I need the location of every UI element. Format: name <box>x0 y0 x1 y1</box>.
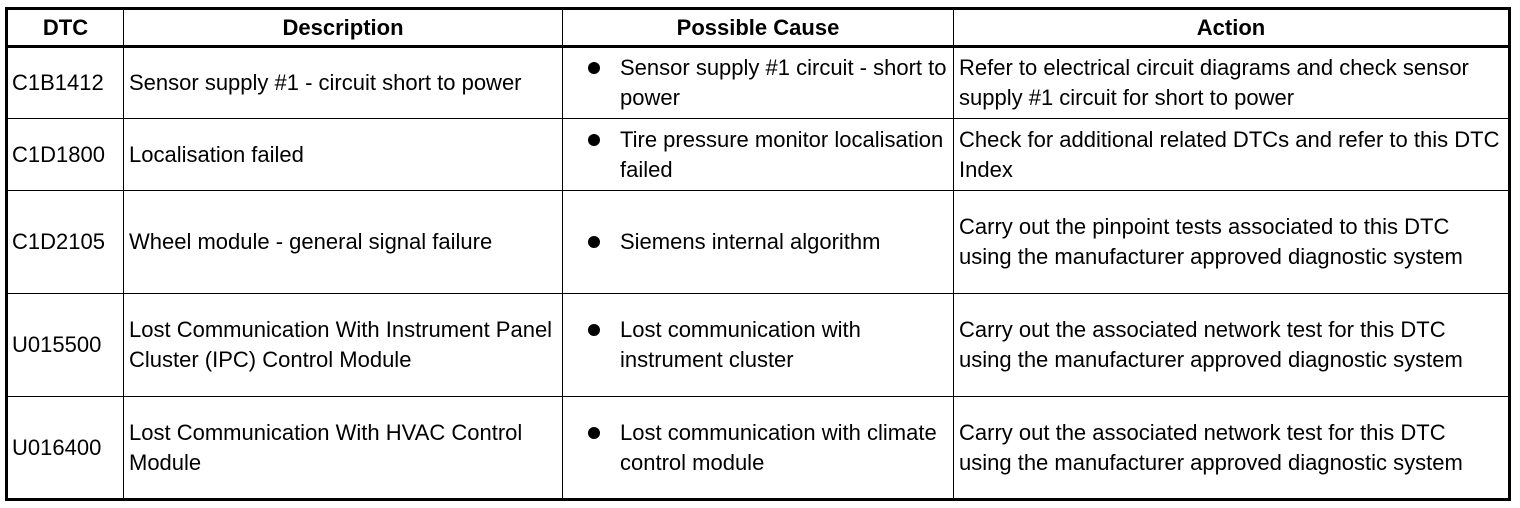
header-dtc: DTC <box>7 9 124 47</box>
description-cell: Sensor supply #1 - circuit short to power <box>124 47 563 119</box>
header-description: Description <box>124 9 563 47</box>
description-cell: Lost Communication With HVAC Control Module <box>124 397 563 500</box>
dtc-code-cell: C1D2105 <box>7 191 124 294</box>
action-cell: Check for additional related DTCs and refer to this DTC Index <box>954 119 1510 191</box>
description-cell: Lost Communication With Instrument Panel Cluster (IPC) Control Module <box>124 294 563 397</box>
description-cell: Localisation failed <box>124 119 563 191</box>
table-row <box>7 119 1510 191</box>
possible-cause-text: Sensor supply #1 circuit - short to power <box>620 55 947 110</box>
dtc-table <box>5 7 1511 501</box>
possible-cause-text: Lost communication with instrument cluster <box>620 317 861 372</box>
table-row <box>7 191 1510 294</box>
bullet-icon <box>588 62 600 74</box>
table-row <box>7 397 1510 500</box>
possible-cause-text: Tire pressure monitor localisation failed <box>620 126 944 182</box>
possible-cause-cell <box>563 191 954 294</box>
dtc-code-cell: U015500 <box>7 294 124 397</box>
action-cell: Carry out the associated network test for this DTC using the manufacturer approved diagnostic system <box>954 294 1510 397</box>
action-cell: Refer to electrical circuit diagrams and check sensor supply #1 circuit for short to power <box>954 47 1510 119</box>
dtc-code-cell: C1B1412 <box>7 47 124 119</box>
possible-cause-cell <box>563 119 954 191</box>
dtc-code-cell: U016400 <box>7 397 124 500</box>
possible-cause-cell <box>563 294 954 397</box>
header-possible-cause: Possible Cause <box>563 9 954 47</box>
possible-cause-cell <box>563 397 954 500</box>
possible-cause-cell <box>563 47 954 119</box>
table-header-row <box>7 9 1510 47</box>
table-row <box>7 294 1510 397</box>
action-cell: Carry out the associated network test for this DTC using the manufacturer approved diagnostic system <box>954 397 1510 500</box>
possible-cause-text: Lost communication with climate control module <box>620 419 937 475</box>
table-row <box>7 47 1510 119</box>
action-cell: Carry out the pinpoint tests associated to this DTC using the manufacturer approved diagnostic system <box>954 191 1510 294</box>
bullet-icon <box>588 324 600 336</box>
bullet-icon <box>588 134 600 146</box>
description-cell: Wheel module - general signal failure <box>124 191 563 294</box>
bullet-icon <box>588 236 600 248</box>
header-action: Action <box>954 9 1510 47</box>
bullet-icon <box>588 427 600 439</box>
dtc-code-cell: C1D1800 <box>7 119 124 191</box>
possible-cause-text: Siemens internal algorithm <box>620 229 881 254</box>
